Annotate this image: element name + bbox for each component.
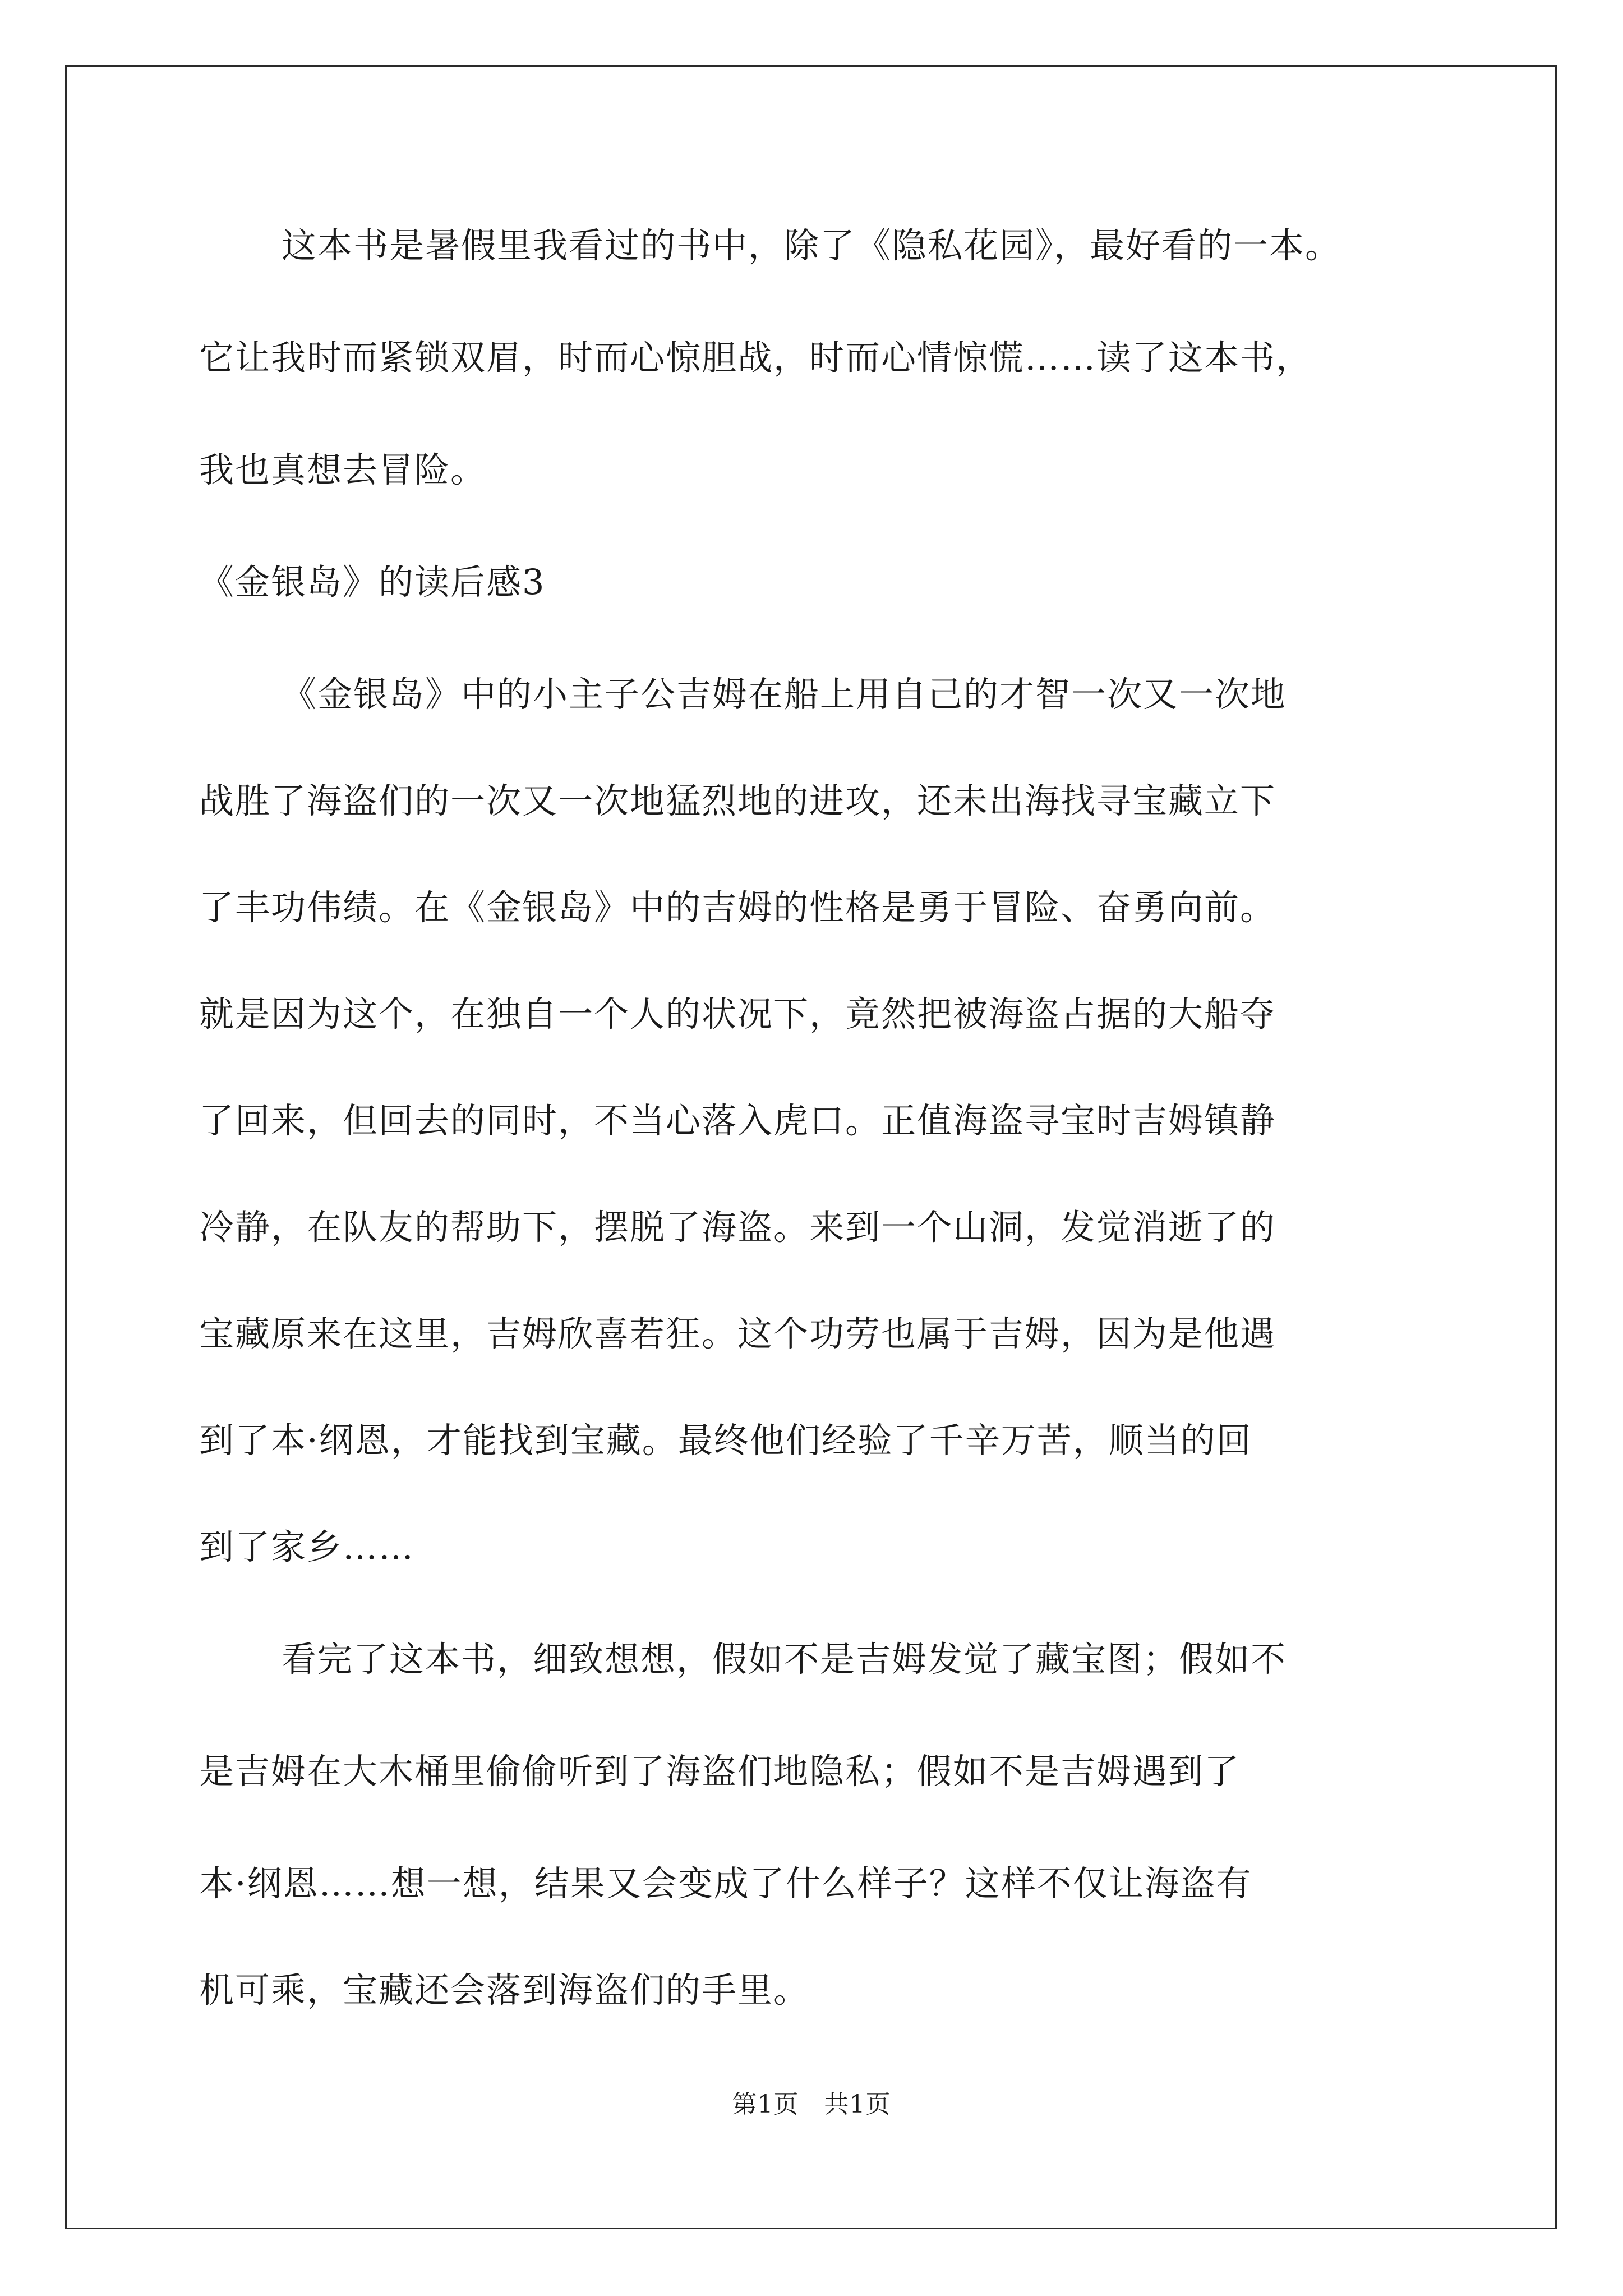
paragraph-line: 本·纲恩……想一想，结果又会变成了什么样子？这样不仅让海盗有 bbox=[199, 1863, 1252, 1904]
paragraph-line: 宝藏原来在这里，吉姆欣喜若狂。这个功劳也属于吉姆，因为是他遇 bbox=[199, 1313, 1276, 1354]
paragraph-line: 这本书是暑假里我看过的书中，除了《隐私花园》，最好看的一本。 bbox=[282, 225, 1341, 266]
paragraph-line: 到了本·纲恩，才能找到宝藏。最终他们经验了千辛万苦，顺当的回 bbox=[199, 1420, 1252, 1461]
paragraph-line: 冷静，在队友的帮助下，摆脱了海盗。来到一个山洞，发觉消逝了的 bbox=[199, 1207, 1276, 1248]
page-indicator: 第1页 共1页 bbox=[732, 2090, 891, 2119]
paragraph-line: 是吉姆在大木桶里偷偷听到了海盗们地隐私；假如不是吉姆遇到了 bbox=[199, 1751, 1241, 1792]
paragraph-line: 《金银岛》中的小主子公吉姆在船上用自己的才智一次又一次地 bbox=[282, 674, 1287, 715]
paragraph-line: 就是因为这个，在独自一个人的状况下，竟然把被海盗占据的大船夺 bbox=[199, 993, 1276, 1034]
section-heading: 《金银岛》的读后感3 bbox=[199, 562, 546, 602]
paragraph-line: 战胜了海盗们的一次又一次地猛烈地的进攻，还未出海找寻宝藏立下 bbox=[199, 780, 1276, 821]
paragraph-line: 我也真想去冒险。 bbox=[199, 449, 487, 490]
paragraph-line: 机可乘，宝藏还会落到海盗们的手里。 bbox=[199, 1970, 810, 2010]
paragraph-line: 它让我时而紧锁双眉，时而心惊胆战，时而心情惊慌……读了这本书， bbox=[199, 337, 1312, 378]
paragraph-line: 到了家乡…… bbox=[199, 1526, 415, 1567]
paragraph-line: 了丰功伟绩。在《金银岛》中的吉姆的性格是勇于冒险、奋勇向前。 bbox=[199, 887, 1276, 928]
paragraph-line: 了回来，但回去的同时，不当心落入虎口。正值海盗寻宝时吉姆镇静 bbox=[199, 1100, 1276, 1141]
paragraph-line: 看完了这本书，细致想想，假如不是吉姆发觉了藏宝图；假如不 bbox=[282, 1639, 1287, 1680]
